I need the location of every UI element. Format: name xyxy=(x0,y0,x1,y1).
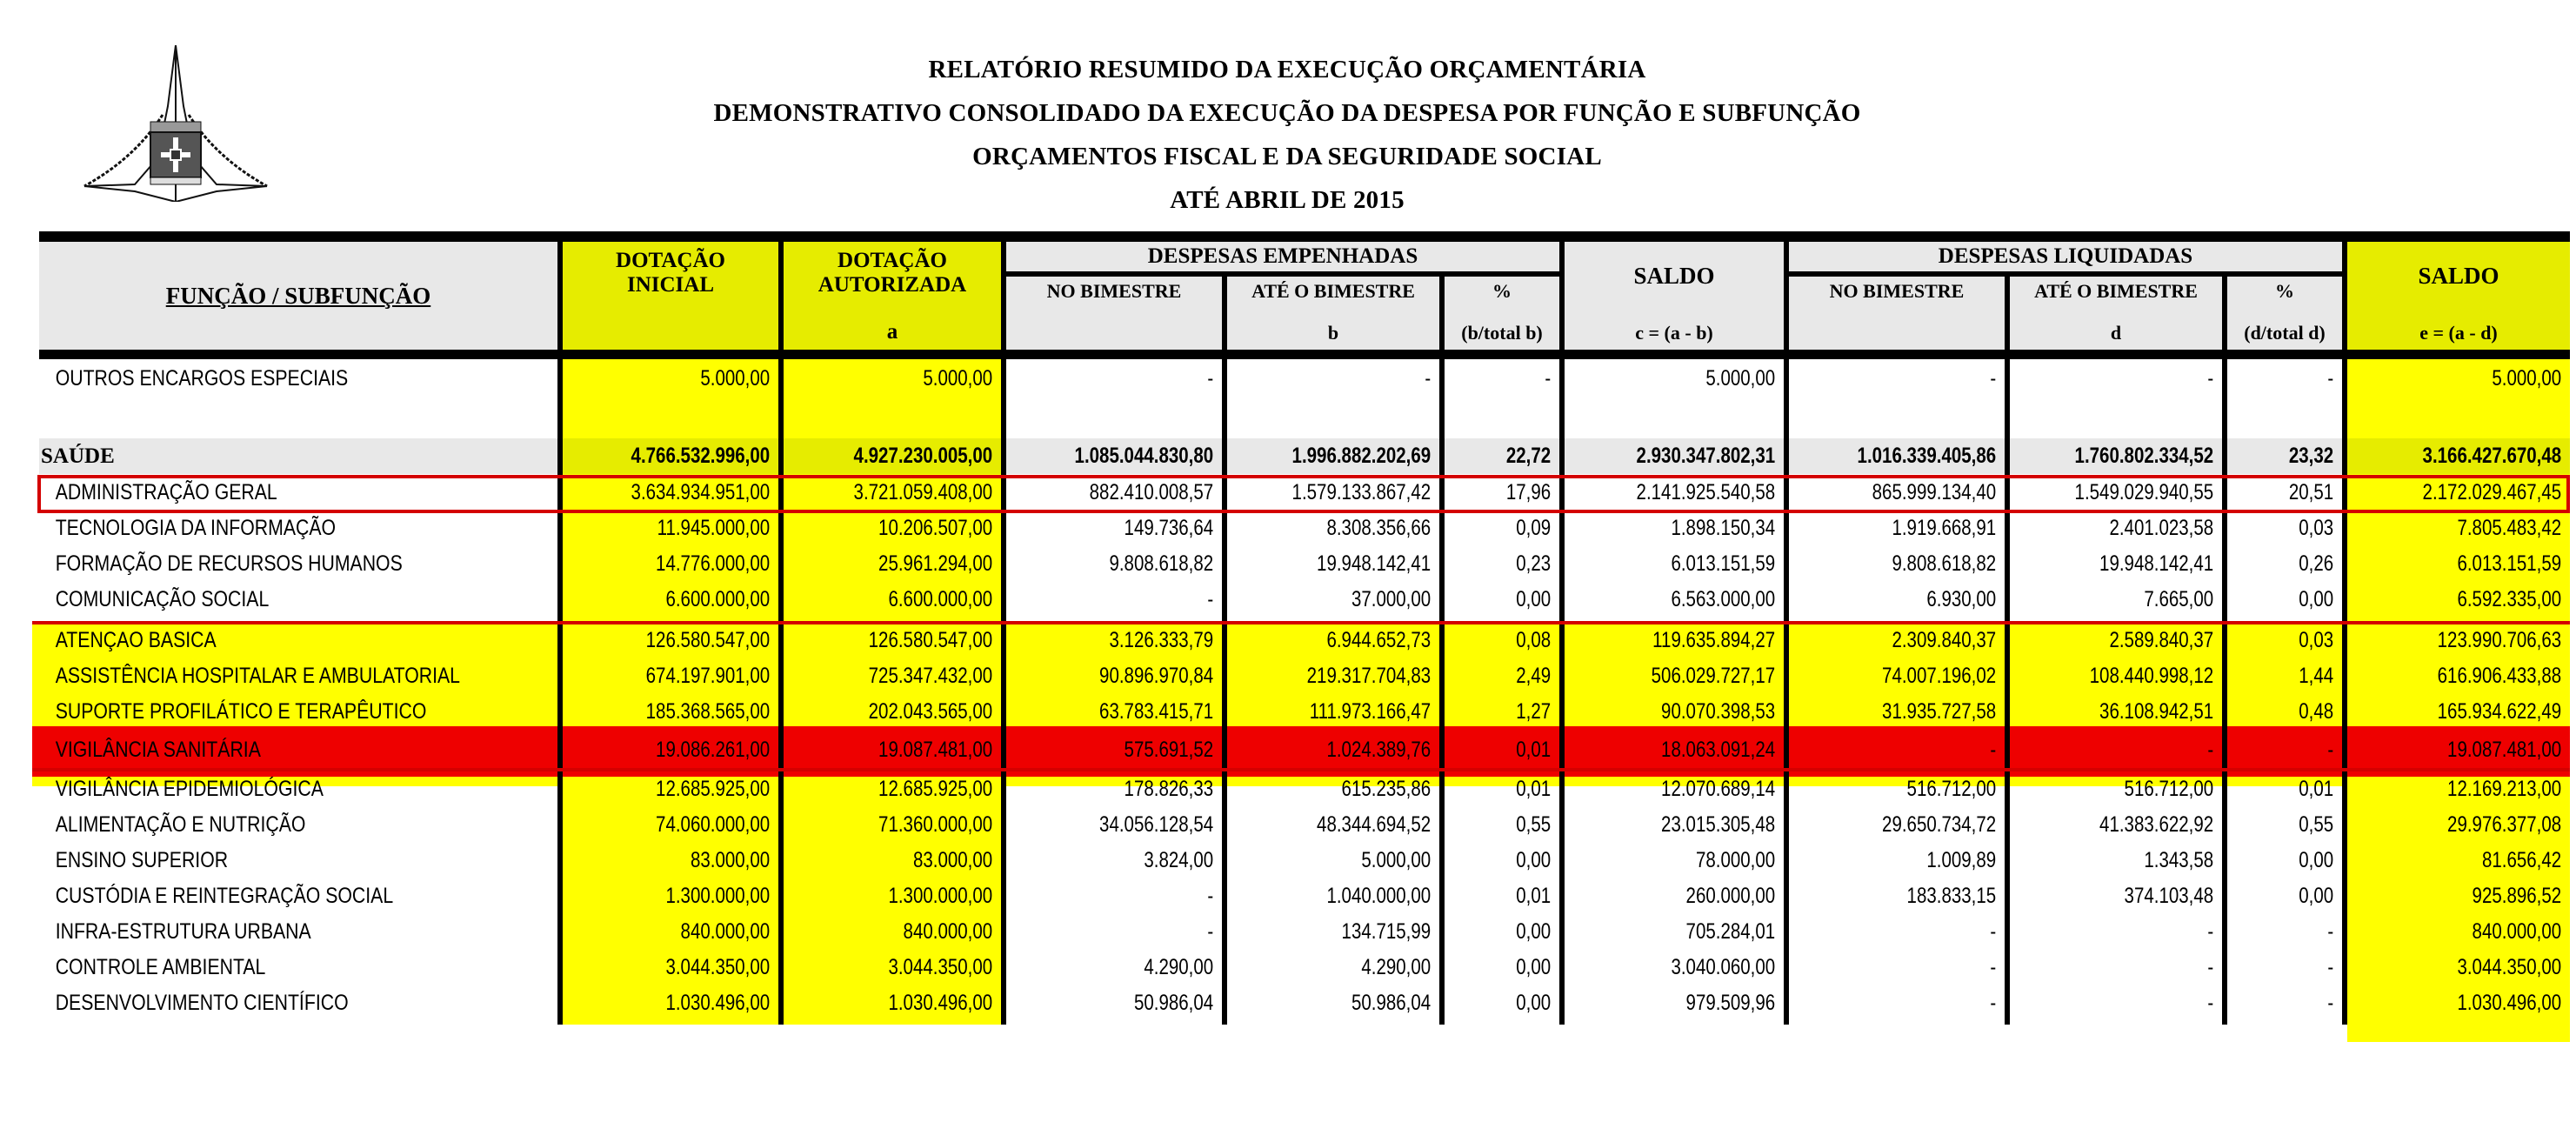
cell-empenhada-pct: 0,00 xyxy=(1516,991,1552,1015)
cell-liquidada-pct: 0,00 xyxy=(2299,587,2334,611)
cell-liquidada-pct: 0,01 xyxy=(2299,777,2334,801)
cell-liquidada-no-bimestre: - xyxy=(1990,955,1997,979)
table-row xyxy=(39,732,2570,768)
cell-dotacao-autorizada: 4.927.230.005,00 xyxy=(853,444,993,468)
row-label: VIGILÂNCIA EPIDEMIOLÓGICA xyxy=(55,777,324,801)
header-dotacao-autorizada-line1: DOTAÇÃO xyxy=(838,249,947,272)
cell-empenhada-no-bimestre: 882.410.008,57 xyxy=(1089,480,1214,504)
cell-liquidada-ate-bimestre: 41.383.622,92 xyxy=(2099,812,2214,837)
cell-empenhada-pct: 0,55 xyxy=(1516,812,1552,837)
cell-liquidada-no-bimestre: - xyxy=(1990,738,1997,762)
cell-empenhada-ate-bimestre: 50.986,04 xyxy=(1351,991,1431,1015)
cell-liquidada-no-bimestre: - xyxy=(1990,366,1997,391)
cell-liquidada-no-bimestre: 74.007.196,02 xyxy=(1882,664,1997,688)
header-dotacao-autorizada xyxy=(784,242,1001,350)
header-saldo-c xyxy=(1565,242,1784,350)
cell-empenhada-ate-bimestre: 1.996.882.202,69 xyxy=(1291,444,1431,468)
cell-liquidada-pct: 0,03 xyxy=(2299,628,2334,652)
header-saldo-c-label: SALDO xyxy=(1633,263,1715,289)
cell-empenhada-pct: 0,00 xyxy=(1516,955,1552,979)
cell-empenhada-no-bimestre: 1.085.044.830,80 xyxy=(1074,444,1214,468)
cell-liquidada-pct: 0,00 xyxy=(2299,884,2334,908)
cell-saldo-e: 165.934.622,49 xyxy=(2437,699,2562,724)
cell-dotacao-inicial: 185.368.565,00 xyxy=(645,699,771,724)
cell-saldo-c: 90.070.398,53 xyxy=(1661,699,1776,724)
header-divider xyxy=(1789,271,2342,277)
cell-dotacao-autorizada: 71.360.000,00 xyxy=(878,812,993,837)
header-emp-ate-sub: b xyxy=(1327,322,1339,344)
table-row xyxy=(39,511,2570,546)
cell-saldo-e: 1.030.496,00 xyxy=(2457,991,2562,1015)
table-row xyxy=(39,807,2570,843)
row-label: CONTROLE AMBIENTAL xyxy=(55,955,266,979)
header-saldo-e-sub: e = (a - d) xyxy=(2419,322,2498,344)
cell-liquidada-pct: - xyxy=(2327,366,2334,391)
cell-dotacao-inicial: 840.000,00 xyxy=(680,919,771,944)
cell-dotacao-autorizada: 12.685.925,00 xyxy=(878,777,993,801)
row-label: CUSTÓDIA E REINTEGRAÇÃO SOCIAL xyxy=(55,884,394,908)
row-label: ENSINO SUPERIOR xyxy=(55,848,229,872)
cell-dotacao-inicial: 3.634.934.951,00 xyxy=(631,480,771,504)
cell-liquidada-ate-bimestre: - xyxy=(2207,955,2214,979)
cell-saldo-e: 3.166.427.670,48 xyxy=(2422,444,2562,468)
cell-saldo-e: 5.000,00 xyxy=(2492,366,2562,391)
report-scope: ORÇAMENTOS FISCAL E DA SEGURIDADE SOCIAL xyxy=(972,143,1602,170)
cell-empenhada-no-bimestre: - xyxy=(1207,366,1214,391)
cell-liquidada-no-bimestre: 516.712,00 xyxy=(1906,777,1997,801)
cell-liquidada-no-bimestre: 9.808.618,82 xyxy=(1892,551,1997,576)
cell-dotacao-inicial: 14.776.000,00 xyxy=(656,551,771,576)
row-label: COMUNICAÇÃO SOCIAL xyxy=(55,587,270,611)
header-divider xyxy=(1222,277,1227,350)
table-row xyxy=(39,985,2570,1021)
cell-empenhada-pct: 0,01 xyxy=(1516,738,1552,762)
cell-empenhada-ate-bimestre: 5.000,00 xyxy=(1361,848,1431,872)
cell-dotacao-inicial: 83.000,00 xyxy=(690,848,771,872)
cell-liquidada-ate-bimestre: 2.589.840,37 xyxy=(2109,628,2214,652)
cell-saldo-c: 6.013.151,59 xyxy=(1671,551,1776,576)
header-divider xyxy=(2005,277,2010,350)
cell-saldo-c: 979.509,96 xyxy=(1685,991,1776,1015)
row-label: OUTROS ENCARGOS ESPECIAIS xyxy=(55,366,349,391)
cell-liquidada-no-bimestre: 1.009,89 xyxy=(1926,848,1997,872)
cell-empenhada-no-bimestre: - xyxy=(1207,587,1214,611)
cell-saldo-e: 616.906.433,88 xyxy=(2437,664,2562,688)
header-funcao-label: FUNÇÃO / SUBFUNÇÃO xyxy=(165,282,431,309)
cell-liquidada-pct: 0,00 xyxy=(2299,848,2334,872)
cell-empenhada-no-bimestre: 3.824,00 xyxy=(1144,848,1214,872)
cell-empenhada-no-bimestre: - xyxy=(1207,919,1214,944)
cell-dotacao-autorizada: 840.000,00 xyxy=(903,919,993,944)
cell-liquidada-no-bimestre: 865.999.134,40 xyxy=(1872,480,1997,504)
table-row xyxy=(39,950,2570,985)
header-liq-pct xyxy=(2227,277,2342,350)
cell-empenhada-no-bimestre: 178.826,33 xyxy=(1124,777,1214,801)
cell-empenhada-ate-bimestre: 48.344.694,52 xyxy=(1317,812,1431,837)
cell-dotacao-inicial: 6.600.000,00 xyxy=(665,587,771,611)
cell-empenhada-pct: 0,00 xyxy=(1516,919,1552,944)
cell-empenhada-ate-bimestre: 1.024.389,76 xyxy=(1326,738,1431,762)
cell-saldo-c: 5.000,00 xyxy=(1705,366,1776,391)
cell-dotacao-autorizada: 83.000,00 xyxy=(912,848,993,872)
table-row xyxy=(39,694,2570,730)
brasilia-coat-of-arms-logo xyxy=(83,45,270,202)
header-despesas-liquidadas-label: DESPESAS LIQUIDADAS xyxy=(1938,244,2193,268)
cell-liquidada-ate-bimestre: 374.103,48 xyxy=(2124,884,2214,908)
header-liq-pct-sub: (d/total d) xyxy=(2244,322,2326,344)
header-liq-no-bimestre xyxy=(1789,277,2005,350)
cell-empenhada-no-bimestre: 3.126.333,79 xyxy=(1109,628,1214,652)
header-divider xyxy=(778,242,784,350)
header-emp-ate-bimestre-label: ATÉ O BIMESTRE xyxy=(1251,280,1415,302)
cell-dotacao-autorizada: 1.030.496,00 xyxy=(888,991,993,1015)
cell-empenhada-pct: 22,72 xyxy=(1505,444,1552,468)
cell-saldo-c: 18.063.091,24 xyxy=(1661,738,1776,762)
cell-empenhada-no-bimestre: 4.290,00 xyxy=(1144,955,1214,979)
report-period: ATÉ ABRIL DE 2015 xyxy=(1170,186,1405,214)
header-liq-ate-bimestre-label: ATÉ O BIMESTRE xyxy=(2034,280,2198,302)
header-divider xyxy=(2222,277,2227,350)
cell-liquidada-ate-bimestre: 2.401.023,58 xyxy=(2109,516,2214,540)
cell-liquidada-no-bimestre: 29.650.734,72 xyxy=(1882,812,1997,837)
header-divider xyxy=(1784,242,1789,350)
table-row xyxy=(39,623,2570,658)
cell-saldo-e: 3.044.350,00 xyxy=(2457,955,2562,979)
cell-dotacao-autorizada: 3.044.350,00 xyxy=(888,955,993,979)
cell-empenhada-pct: 0,00 xyxy=(1516,587,1552,611)
cell-empenhada-ate-bimestre: 1.579.133.867,42 xyxy=(1291,480,1431,504)
cell-dotacao-autorizada: 10.206.507,00 xyxy=(878,516,993,540)
cell-liquidada-no-bimestre: 31.935.727,58 xyxy=(1882,699,1997,724)
cell-liquidada-pct: 0,55 xyxy=(2299,812,2334,837)
cell-empenhada-pct: 0,08 xyxy=(1516,628,1552,652)
header-saldo-e-label: SALDO xyxy=(2418,263,2499,289)
cell-dotacao-autorizada: 5.000,00 xyxy=(923,366,993,391)
header-liq-no-bimestre-label: NO BIMESTRE xyxy=(1829,280,1965,302)
cell-saldo-c: 1.898.150,34 xyxy=(1671,516,1776,540)
header-despesas-empenhadas-label: DESPESAS EMPENHADAS xyxy=(1147,244,1418,268)
header-liq-pct-label: % xyxy=(2275,280,2294,302)
cell-liquidada-pct: 20,51 xyxy=(2288,480,2334,504)
table-row xyxy=(39,843,2570,878)
cell-dotacao-autorizada: 3.721.059.408,00 xyxy=(853,480,993,504)
cell-empenhada-no-bimestre: 90.896.970,84 xyxy=(1099,664,1214,688)
cell-saldo-c: 2.930.347.802,31 xyxy=(1636,444,1776,468)
row-label: TECNOLOGIA DA INFORMAÇÃO xyxy=(55,516,337,540)
cell-liquidada-ate-bimestre: 1.549.029.940,55 xyxy=(2074,480,2214,504)
row-label: ALIMENTAÇÃO E NUTRIÇÃO xyxy=(55,812,306,837)
cell-dotacao-inicial: 1.030.496,00 xyxy=(665,991,771,1015)
cell-liquidada-ate-bimestre: 7.665,00 xyxy=(2144,587,2214,611)
cell-liquidada-pct: 0,48 xyxy=(2299,699,2334,724)
cell-empenhada-ate-bimestre: 111.973.166,47 xyxy=(1309,699,1431,724)
header-emp-no-bimestre xyxy=(1006,277,1222,350)
table-row xyxy=(39,658,2570,694)
cell-liquidada-ate-bimestre: - xyxy=(2207,366,2214,391)
cell-dotacao-inicial: 4.766.532.996,00 xyxy=(631,444,771,468)
header-dotacao-autorizada-sub: a xyxy=(886,320,898,344)
cell-dotacao-autorizada: 6.600.000,00 xyxy=(888,587,993,611)
header-divider xyxy=(1439,277,1445,350)
cell-saldo-e: 6.013.151,59 xyxy=(2457,551,2562,576)
cell-empenhada-ate-bimestre: 8.308.356,66 xyxy=(1326,516,1431,540)
header-divider xyxy=(1559,242,1565,350)
cell-saldo-c: 506.029.727,17 xyxy=(1651,664,1776,688)
cell-saldo-e: 81.656,42 xyxy=(2481,848,2562,872)
row-label: VIGILÂNCIA SANITÁRIA xyxy=(55,738,261,762)
cell-dotacao-inicial: 74.060.000,00 xyxy=(656,812,771,837)
cell-empenhada-pct: 0,01 xyxy=(1516,777,1552,801)
cell-liquidada-ate-bimestre: - xyxy=(2207,919,2214,944)
report-titles xyxy=(522,48,2052,222)
cell-saldo-e: 6.592.335,00 xyxy=(2457,587,2562,611)
table-row xyxy=(39,361,2570,397)
header-saldo-c-sub: c = (a - b) xyxy=(1635,322,1713,344)
cell-empenhada-ate-bimestre: 134.715,99 xyxy=(1341,919,1431,944)
cell-empenhada-pct: 0,01 xyxy=(1516,884,1552,908)
header-saldo-e xyxy=(2347,242,2570,350)
cell-saldo-c: 119.635.894,27 xyxy=(1652,628,1776,652)
cell-liquidada-no-bimestre: 2.309.840,37 xyxy=(1892,628,1997,652)
cell-empenhada-no-bimestre: 149.736,64 xyxy=(1124,516,1214,540)
cell-saldo-e: 7.805.483,42 xyxy=(2457,516,2562,540)
cell-saldo-c: 2.141.925.540,58 xyxy=(1636,480,1776,504)
table-body xyxy=(39,359,2570,1142)
cell-empenhada-no-bimestre: 50.986,04 xyxy=(1133,991,1214,1015)
cell-empenhada-ate-bimestre: 615.235,86 xyxy=(1341,777,1431,801)
cell-dotacao-autorizada: 725.347.432,00 xyxy=(868,664,993,688)
cell-saldo-e: 19.087.481,00 xyxy=(2447,738,2562,762)
row-label: ADMINISTRAÇÃO GERAL xyxy=(55,480,277,504)
cell-dotacao-autorizada: 25.961.294,00 xyxy=(878,551,993,576)
cell-saldo-c: 6.563.000,00 xyxy=(1671,587,1776,611)
cell-saldo-e: 29.976.377,08 xyxy=(2447,812,2562,837)
cell-empenhada-ate-bimestre: 37.000,00 xyxy=(1351,587,1431,611)
cell-saldo-c: 12.070.689,14 xyxy=(1661,777,1776,801)
cell-liquidada-no-bimestre: 6.930,00 xyxy=(1926,587,1997,611)
cell-empenhada-pct: 0,09 xyxy=(1516,516,1552,540)
table-row xyxy=(39,546,2570,582)
cell-empenhada-ate-bimestre: 6.944.652,73 xyxy=(1326,628,1431,652)
header-despesas-liquidadas xyxy=(1789,242,2342,271)
cell-empenhada-ate-bimestre: 19.948.142,41 xyxy=(1317,551,1431,576)
cell-liquidada-no-bimestre: 183.833,15 xyxy=(1906,884,1997,908)
cell-dotacao-inicial: 12.685.925,00 xyxy=(656,777,771,801)
cell-empenhada-ate-bimestre: 1.040.000,00 xyxy=(1326,884,1431,908)
table-row xyxy=(39,582,2570,618)
header-funcao xyxy=(39,242,557,350)
cell-liquidada-no-bimestre: 1.919.668,91 xyxy=(1892,516,1997,540)
cell-empenhada-pct: 1,27 xyxy=(1516,699,1552,724)
header-liq-ate-sub: d xyxy=(2110,322,2122,344)
row-label: INFRA-ESTRUTURA URBANA xyxy=(55,919,311,944)
cell-liquidada-pct: - xyxy=(2327,919,2334,944)
cell-empenhada-no-bimestre: 9.808.618,82 xyxy=(1109,551,1214,576)
cell-empenhada-ate-bimestre: 219.317.704,83 xyxy=(1306,664,1431,688)
cell-liquidada-ate-bimestre: 108.440.998,12 xyxy=(2089,664,2214,688)
cell-saldo-c: 23.015.305,48 xyxy=(1661,812,1776,837)
cell-liquidada-ate-bimestre: - xyxy=(2207,738,2214,762)
cell-liquidada-pct: 1,44 xyxy=(2299,664,2334,688)
cell-empenhada-pct: 0,00 xyxy=(1516,848,1552,872)
header-divider xyxy=(1006,271,1559,277)
cell-empenhada-ate-bimestre: 4.290,00 xyxy=(1361,955,1431,979)
cell-empenhada-no-bimestre: - xyxy=(1207,884,1214,908)
header-emp-no-bimestre-label: NO BIMESTRE xyxy=(1046,280,1182,302)
row-label: ASSISTÊNCIA HOSPITALAR E AMBULATORIAL xyxy=(55,664,460,688)
cell-liquidada-no-bimestre: - xyxy=(1990,919,1997,944)
table-row-total xyxy=(39,438,2570,474)
row-label: ATENÇAO BASICA xyxy=(55,628,217,652)
cell-dotacao-autorizada: 202.043.565,00 xyxy=(868,699,993,724)
row-label: SAÚDE xyxy=(41,444,115,468)
header-liq-ate-bimestre xyxy=(2010,277,2222,350)
cell-saldo-c: 705.284,01 xyxy=(1685,919,1776,944)
table-row xyxy=(39,878,2570,914)
cell-dotacao-inicial: 3.044.350,00 xyxy=(665,955,771,979)
cell-saldo-c: 3.040.060,00 xyxy=(1671,955,1776,979)
cell-empenhada-pct: 2,49 xyxy=(1516,664,1552,688)
header-bottom-border xyxy=(39,350,2570,359)
report-subtitle: DEMONSTRATIVO CONSOLIDADO DA EXECUÇÃO DA DESPESA POR FUNÇÃO E SUBFUNÇÃO xyxy=(713,99,1861,127)
cell-saldo-e: 12.169.213,00 xyxy=(2447,777,2562,801)
cell-saldo-c: 78.000,00 xyxy=(1695,848,1776,872)
table-top-border xyxy=(39,231,2570,242)
header-despesas-empenhadas xyxy=(1006,242,1559,271)
cell-dotacao-autorizada: 126.580.547,00 xyxy=(868,628,993,652)
cell-dotacao-inicial: 19.086.261,00 xyxy=(656,738,771,762)
cell-dotacao-inicial: 1.300.000,00 xyxy=(665,884,771,908)
cell-empenhada-no-bimestre: 575.691,52 xyxy=(1124,738,1214,762)
header-divider xyxy=(557,242,563,350)
header-divider xyxy=(1001,242,1006,350)
cell-liquidada-no-bimestre: 1.016.339.405,86 xyxy=(1857,444,1997,468)
cell-empenhada-pct: 0,23 xyxy=(1516,551,1552,576)
header-dotacao-inicial-line1: DOTAÇÃO xyxy=(616,249,725,272)
cell-liquidada-ate-bimestre: 1.760.802.334,52 xyxy=(2074,444,2214,468)
cell-empenhada-pct: 17,96 xyxy=(1505,480,1552,504)
header-divider xyxy=(2342,242,2347,350)
row-label: DESENVOLVIMENTO CIENTÍFICO xyxy=(55,991,349,1015)
header-emp-pct-label: % xyxy=(1492,280,1512,302)
header-dotacao-autorizada-line2: AUTORIZADA xyxy=(818,273,967,297)
row-label: FORMAÇÃO DE RECURSOS HUMANOS xyxy=(55,551,403,576)
cell-empenhada-no-bimestre: 34.056.128,54 xyxy=(1099,812,1214,837)
cell-liquidada-ate-bimestre: 516.712,00 xyxy=(2124,777,2214,801)
cell-liquidada-ate-bimestre: 1.343,58 xyxy=(2144,848,2214,872)
cell-empenhada-pct: - xyxy=(1545,366,1552,391)
cell-saldo-e: 925.896,52 xyxy=(2472,884,2562,908)
header-emp-pct xyxy=(1445,277,1559,350)
cell-empenhada-ate-bimestre: - xyxy=(1425,366,1431,391)
cell-liquidada-pct: - xyxy=(2327,738,2334,762)
header-emp-ate-bimestre xyxy=(1227,277,1439,350)
cell-liquidada-pct: - xyxy=(2327,955,2334,979)
table-row xyxy=(39,914,2570,950)
cell-dotacao-inicial: 5.000,00 xyxy=(700,366,771,391)
cell-dotacao-inicial: 11.945.000,00 xyxy=(657,516,771,540)
cell-liquidada-pct: - xyxy=(2327,991,2334,1015)
cell-dotacao-autorizada: 1.300.000,00 xyxy=(888,884,993,908)
cell-dotacao-inicial: 674.197.901,00 xyxy=(645,664,771,688)
cell-liquidada-ate-bimestre: 19.948.142,41 xyxy=(2099,551,2214,576)
cell-saldo-c: 260.000,00 xyxy=(1685,884,1776,908)
table-row xyxy=(39,771,2570,807)
header-emp-pct-sub: (b/total b) xyxy=(1461,322,1543,344)
cell-liquidada-no-bimestre: - xyxy=(1990,991,1997,1015)
cell-dotacao-autorizada: 19.087.481,00 xyxy=(878,738,993,762)
cell-saldo-e: 840.000,00 xyxy=(2472,919,2562,944)
row-label: SUPORTE PROFILÁTICO E TERAPÊUTICO xyxy=(55,699,427,724)
cell-saldo-e: 123.990.706,63 xyxy=(2437,628,2562,652)
cell-liquidada-ate-bimestre: - xyxy=(2207,991,2214,1015)
cell-saldo-e: 2.172.029.467,45 xyxy=(2422,480,2562,504)
header-dotacao-inicial xyxy=(563,242,778,350)
cell-liquidada-pct: 23,32 xyxy=(2288,444,2334,468)
cell-liquidada-pct: 0,26 xyxy=(2299,551,2334,576)
table-row xyxy=(39,475,2570,511)
report-title: RELATÓRIO RESUMIDO DA EXECUÇÃO ORÇAMENTÁRIA xyxy=(928,56,1646,83)
cell-empenhada-no-bimestre: 63.783.415,71 xyxy=(1099,699,1214,724)
cell-liquidada-ate-bimestre: 36.108.942,51 xyxy=(2099,699,2214,724)
cell-liquidada-pct: 0,03 xyxy=(2299,516,2334,540)
header-dotacao-inicial-line2: INICIAL xyxy=(626,273,715,297)
cell-dotacao-inicial: 126.580.547,00 xyxy=(645,628,771,652)
